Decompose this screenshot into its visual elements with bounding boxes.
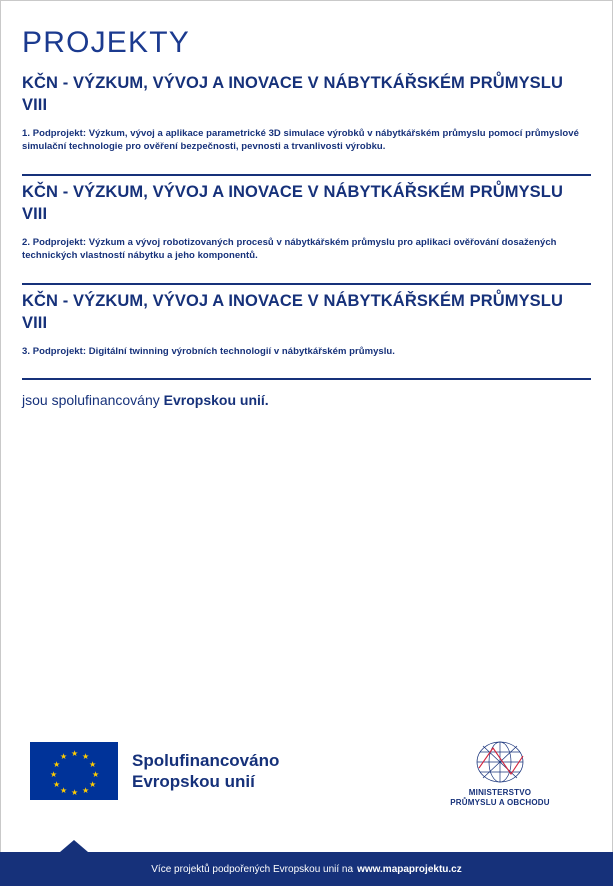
project-description: 3. Podprojekt: Digitální twinning výrobních technologií v nábytkářském průmyslu. — [22, 345, 395, 357]
footer-notch — [60, 840, 88, 852]
page-title: PROJEKTY — [22, 26, 190, 59]
eu-logo — [30, 742, 279, 800]
project-block — [22, 73, 591, 174]
footer-link[interactable]: www.mapaprojektu.cz — [357, 863, 462, 875]
divider — [22, 283, 591, 285]
project-title: KČN - VÝZKUM, VÝVOJ A INOVACE V NÁBYTKÁŘSKÉM PRŮMYSLU VIII — [22, 74, 563, 114]
eu-logo-line1: Spolufinancováno — [132, 750, 280, 770]
project-description: 2. Podprojekt: Výzkum a vývoj robotizovaných procesů v nábytkářském průmyslu pro aplikaci ověřování dosažených technických vlastností nábytku a jeho komponentů. — [22, 236, 557, 262]
project-title: KČN - VÝZKUM, VÝVOJ A INOVACE V NÁBYTKÁŘSKÉM PRŮMYSLU VIII — [22, 183, 563, 223]
footer-text: Více projektů podpořených Evropskou unií na — [151, 863, 354, 875]
mpo-emblem-icon — [463, 738, 537, 786]
eu-logo-line2: Evropskou unií — [132, 772, 255, 791]
project-description: 1. Podprojekt: Výzkum, vývoj a aplikace parametrické 3D simulace výrobků v nábytkářském průmyslu pomocí průmyslové simulační technologie pro ověření bezpečnosti, pevnosti a trvanlivosti výrobku. — [22, 127, 579, 153]
cofinancing-statement — [22, 392, 591, 408]
project-block — [22, 182, 591, 283]
mpo-logo — [440, 738, 560, 808]
project-title: KČN - VÝZKUM, VÝVOJ A INOVACE V NÁBYTKÁŘSKÉM PRŮMYSLU VIII — [22, 292, 563, 332]
eu-logo-text — [132, 750, 279, 793]
logo-row — [0, 734, 613, 824]
eu-flag-icon: ★ ★ ★ ★ ★ ★ ★ ★ ★ ★ ★ ★ — [30, 742, 118, 800]
divider — [22, 378, 591, 380]
mpo-logo-text — [440, 788, 560, 808]
mpo-logo-line2: PRŮMYSLU A OBCHODU — [450, 798, 550, 807]
cofinancing-strong: Evropskou unií. — [163, 392, 269, 409]
project-block — [22, 291, 591, 378]
footer-bar — [0, 852, 613, 886]
cofinancing-prefix: jsou spolufinancovány — [22, 392, 164, 409]
divider — [22, 174, 591, 176]
mpo-logo-line1: MINISTERSTVO — [468, 788, 532, 797]
document-content — [0, 0, 613, 408]
